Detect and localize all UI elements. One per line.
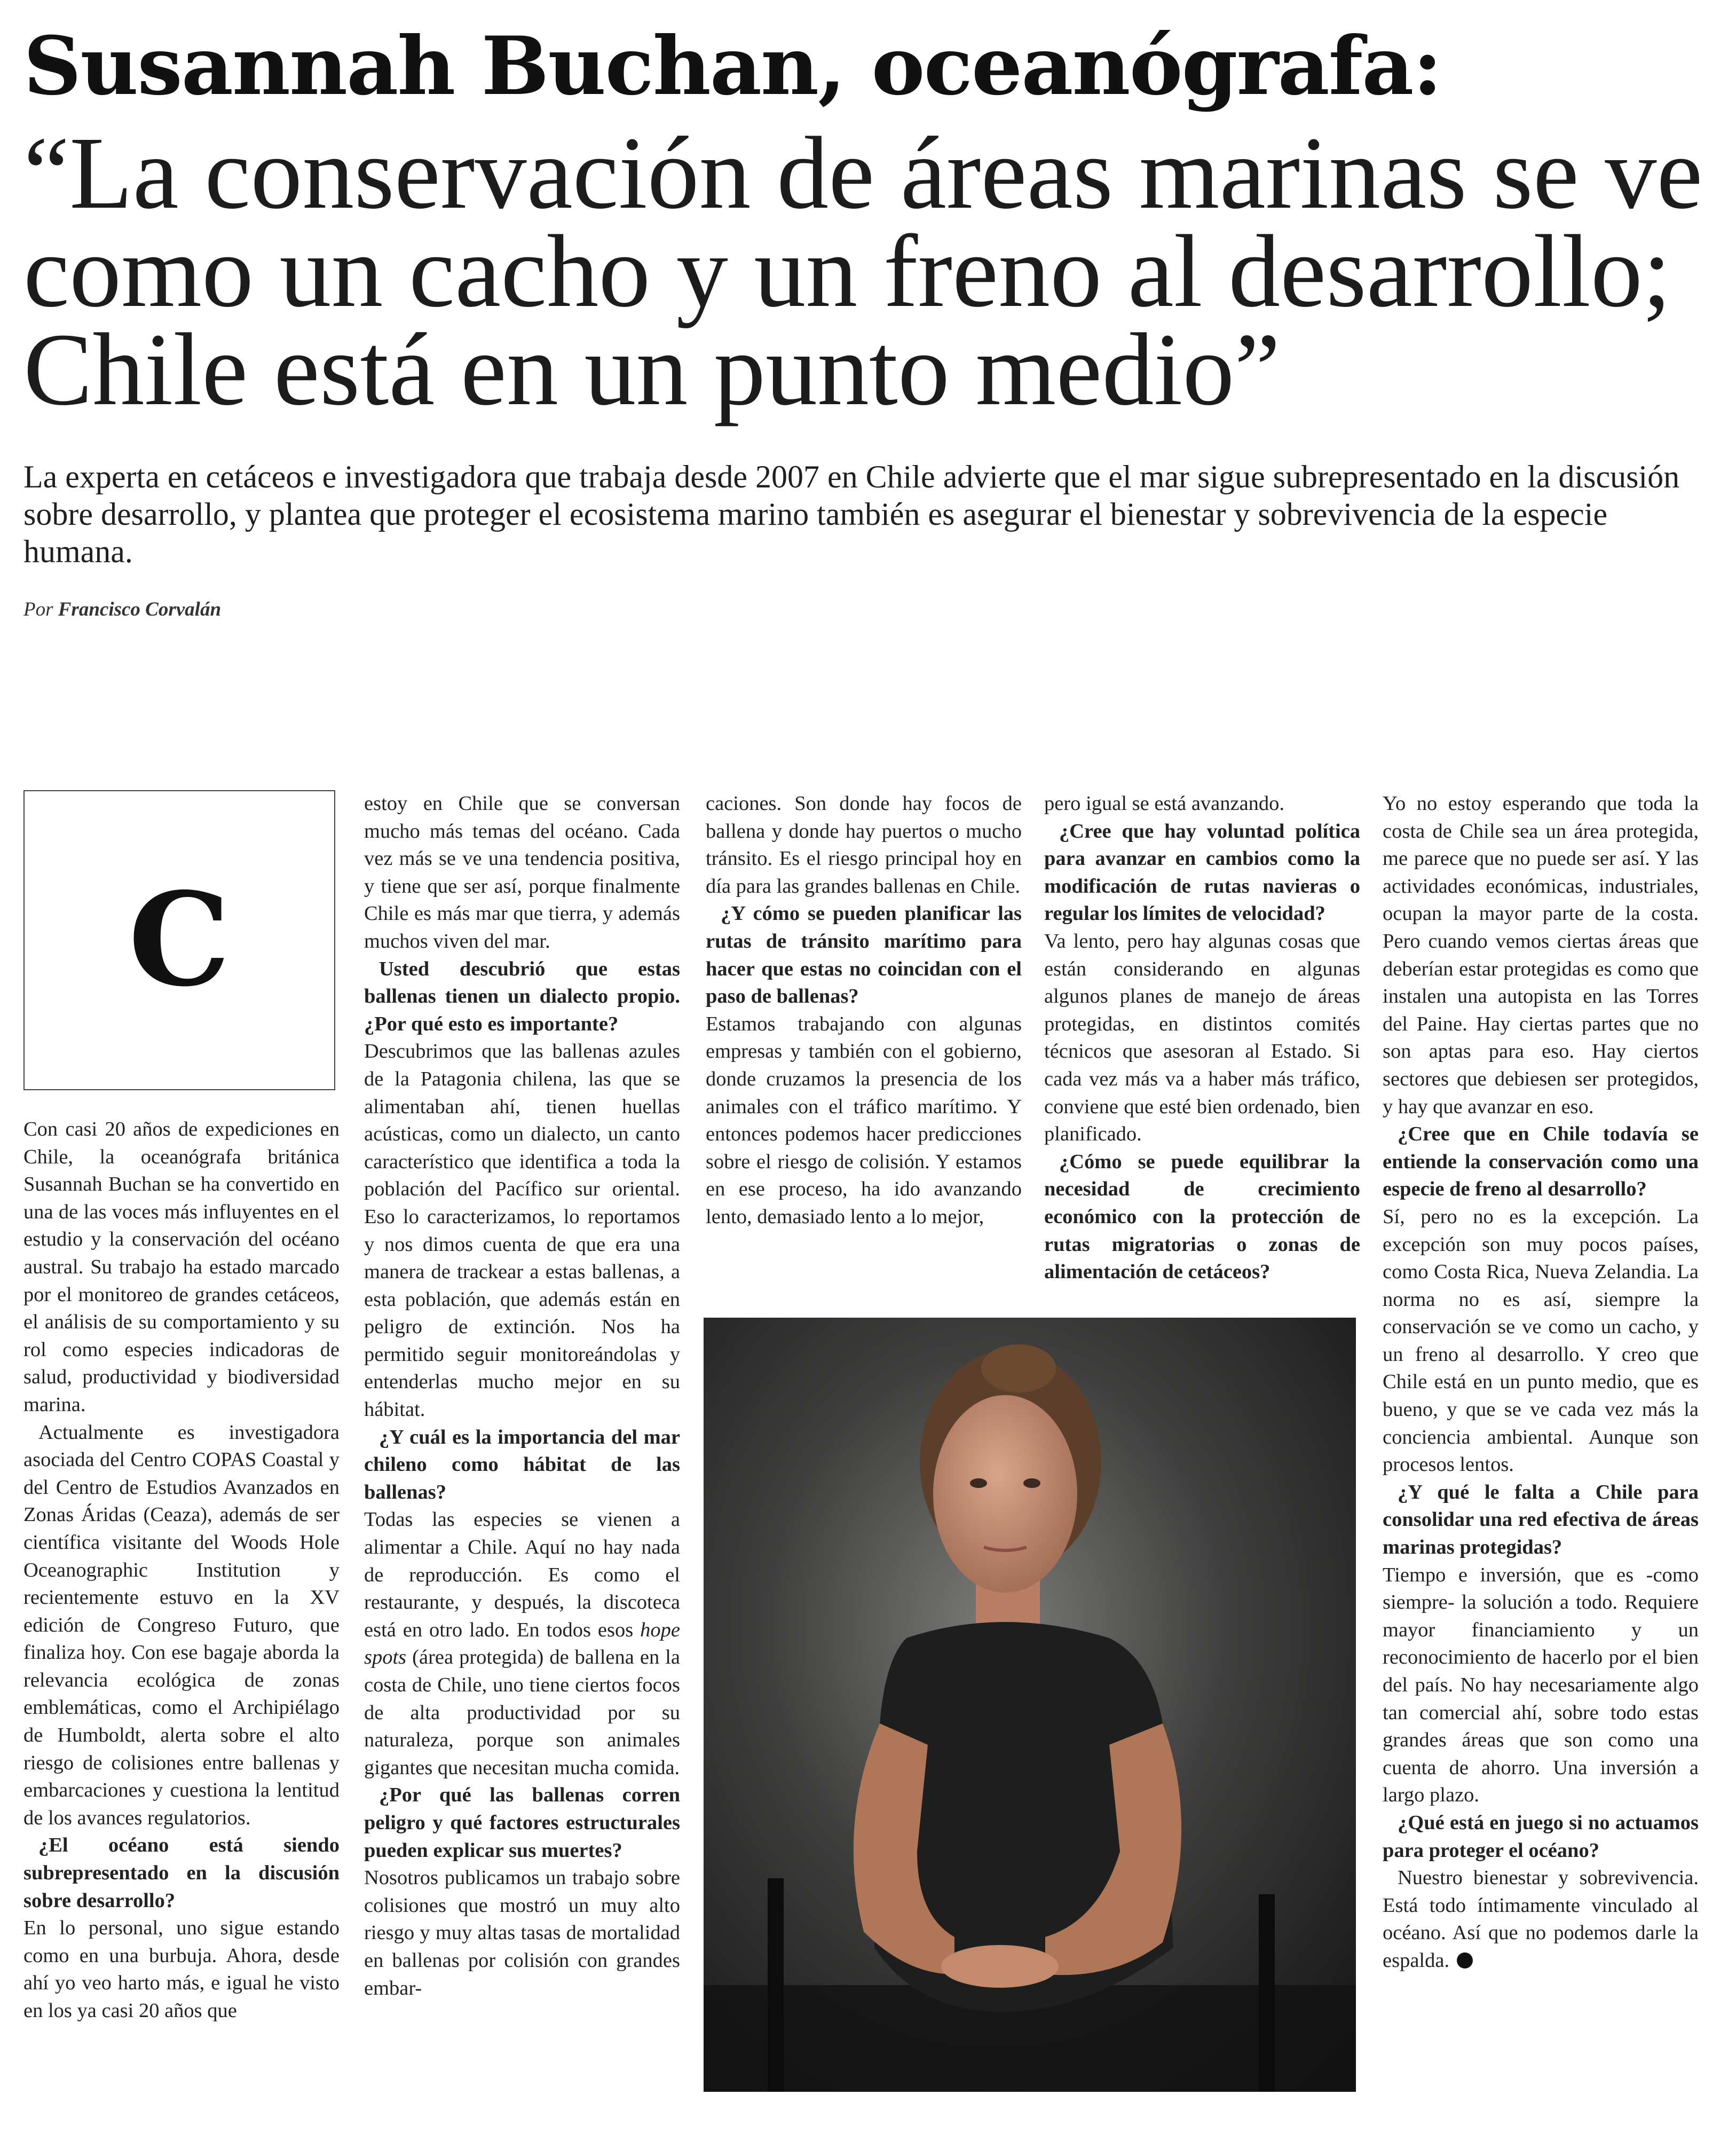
- body-paragraph: Actualmente es investigadora asociada del Centro COPAS Coastal y del Centro de Estudios Avanzados en Zonas Áridas (Ceaza), además de ser científica visitante del Woods Hole Oceanographic Institution y recientemente estuvo en la XV edición de Congreso Futuro, que finaliza hoy. Con ese bagaje aborda la relevancia ecológica de zonas emblemáticas, como el Archipiélago de Humboldt, alerta sobre el alto riesgo de colisiones entre ballenas y embarcaciones y cuestiona la lentitud de los avances regulatorios.: [23, 1421, 340, 1829]
- interview-answer: Sí, pero no es la excepción. La excepción son muy pocos países, como Costa Rica, Nueva Zelandia. La norma no es así, siempre la conservación se ve como un cacho, y un freno al desarrollo. Y creo que Chile está en un punto medio, que es bueno, y que se ve cada vez más la conciencia ambiental. Aunque son procesos lentos.: [1383, 1205, 1699, 1476]
- interview-question: ¿Cree que hay voluntad política para avanzar en cambios como la modificación de rutas navieras o regular los límites de velocidad?: [1044, 820, 1360, 925]
- headline: Susannah Buchan, oceanógrafa:: [23, 19, 1441, 113]
- interview-question: ¿Y qué le falta a Chile para consolidar una red efectiva de áreas marinas protegidas?: [1383, 1480, 1699, 1559]
- interview-answer: Nosotros publicamos un trabajo sobre colisiones que mostró un muy alto riesgo y muy altas tasas de mortalidad en ballenas por colisión con grandes embar-: [364, 1867, 680, 1999]
- interview-question: ¿Y cómo se pueden planificar las rutas de tránsito marítimo para hacer que estas no coincidan con el paso de ballenas?: [706, 902, 1022, 1008]
- article-column-5: [1383, 790, 1699, 1975]
- quote-line: “La conservación de áreas marinas se ve: [23, 115, 1703, 230]
- interview-answer: caciones. Son donde hay focos de ballena y donde hay puertos o mucho tránsito. Es el riesgo principal hoy en día para las grandes ballenas en Chile.: [706, 792, 1022, 897]
- interview-answer: [364, 1506, 680, 1782]
- interview-question: ¿El océano está siendo subrepresentado en la discusión sobre desarrollo?: [23, 1834, 340, 1912]
- pull-quote-title: [23, 115, 1716, 427]
- interview-answer: Va lento, pero hay algunas cosas que están considerando en algunas algunos planes de manejo de áreas protegidas, en distintos comités técnicos que asesoran al Estado. Si cada vez más va a haber más tráfico, conviene que esté bien ordenado, bien planificado.: [1044, 930, 1360, 1146]
- interview-question: ¿Qué está en juego si no actuamos para proteger el océano?: [1383, 1811, 1699, 1862]
- article-column-1: [23, 790, 340, 2025]
- article-column-4: [1044, 790, 1360, 1286]
- byline-prefix: Por: [23, 598, 53, 620]
- interview-answer: Tiempo e inversión, que es -como siempre- la solución a todo. Requiere mayor financiamiento y un reconocimiento de hacerlo por el bien del país. No hay necesariamente algo tan comercial ahí, sobre todo estas grandes áreas que son como una cuenta de ahorro. Una inversión a largo plazo.: [1383, 1563, 1699, 1807]
- byline-author: Francisco Corvalán: [58, 598, 222, 620]
- article-column-3: [706, 790, 1022, 1231]
- interview-answer: Yo no estoy esperando que toda la costa de Chile sea un área protegida, me parece que no puede ser así. Y las actividades económicas, industriales, ocupan la mayor parte de la costa. Pero cuando vemos ciertas áreas que deberían estar protegidas es como que instalen una autopista en las Torres del Paine. Hay ciertas partes que no son aptas para eso. Hay ciertos sectores que debiesen ser protegidos, y hay que avanzar en eso.: [1383, 792, 1699, 1118]
- interview-answer: Estamos trabajando con algunas empresas y también con el gobierno, donde cruzamos la presencia de los animales con el tráfico marítimo. Y entonces podemos hacer predicciones sobre el riesgo de colisión. Y estamos en ese proceso, ha ido avanzando lento, demasiado lento a lo mejor,: [706, 1012, 1022, 1228]
- dropcap-letter: C: [128, 864, 231, 1015]
- interview-answer: estoy en Chile que se conversan mucho más temas del océano. Cada vez más se ve una tendencia positiva, y tiene que ser así, porque finalmente Chile es más mar que tierra, y además muchos viven del mar.: [364, 792, 680, 952]
- answer-text: Nuestro bienestar y sobrevivencia. Está todo íntimamente vinculado al océano. Así que no podemos darle la espalda.: [1383, 1867, 1699, 1972]
- answer-text: Todas las especies se vienen a alimentar a Chile. Aquí no hay nada de reproducción. Es como el restaurante, y después, la discoteca está en otro lado. En todos esos: [364, 1508, 680, 1641]
- portrait-photo: [704, 1318, 1356, 2092]
- dropcap-box: [23, 790, 335, 1090]
- interview-answer: pero igual se está avanzando.: [1044, 792, 1285, 815]
- interview-answer: En lo personal, uno sigue estando como en una burbuja. Ahora, desde ahí yo veo harto más, e igual he visto en los ya casi 20 años que: [23, 1917, 340, 2022]
- end-of-article-icon: [1457, 1952, 1473, 1968]
- answer-text: (área protegida) de ballena en la costa de Chile, uno tiene ciertos focos de alta productividad por su naturaleza, porque son animales gigantes que necesitan mucha comida.: [364, 1646, 680, 1779]
- byline: [23, 598, 221, 621]
- interview-answer: Descubrimos que las ballenas azules de la Patagonia chilena, las que se alimentaban ahí, tienen huellas acústicas, como un dialecto, un canto característico que identifica a toda la población del Pacífico sur oriental. Eso lo caracterizamos, lo reportamos y nos dimos cuenta de que era una manera de trackear a estas ballenas, a esta población, que además están en peligro de extinción. Nos ha permitido seguir monitoreándolas y entenderlas mucho mejor en su hábitat.: [364, 1040, 680, 1421]
- lead-paragraph: La experta en cetáceos e investigadora que trabaja desde 2007 en Chile advierte que el mar sigue subrepresentado en la discusión sobre desarrollo, y plantea que proteger el ecosistema marino también es asegurar el bienestar y sobrevivencia de la especie humana.: [23, 459, 1680, 569]
- interview-question: Usted descubrió que estas ballenas tienen un dialecto propio. ¿Por qué esto es importante?: [364, 957, 680, 1035]
- interview-question: ¿Cree que en Chile todavía se entiende la conservación como una especie de freno al desarrollo?: [1383, 1123, 1699, 1201]
- interview-question: ¿Y cuál es la importancia del mar chileno como hábitat de las ballenas?: [364, 1426, 680, 1503]
- answer-italic-term: hope spots: [364, 1618, 680, 1669]
- interview-question: ¿Cómo se puede equilibrar la necesidad de crecimiento económico con la protección de rutas migratorias o zonas de alimentación de cetáceos?: [1044, 1150, 1360, 1283]
- body-paragraph: Con casi 20 años de expediciones en Chile, la oceanógrafa británica Susannah Buchan se ha convertido en una de las voces más influyentes en el estudio y la conservación del océano austral. Su trabajo ha estado marcado por el monitoreo de grandes cetáceos, el análisis de su comportamiento y su rol como especies indicadoras de salud, productividad y biodiversidad marina.: [23, 1118, 340, 1416]
- article-column-2: [364, 790, 680, 2002]
- quote-line: como un cacho y un freno al desarrollo;: [23, 214, 1671, 328]
- interview-answer: [1383, 1864, 1699, 1974]
- interview-question: ¿Por qué las ballenas corren peligro y qué factores estructurales pueden explicar sus muertes?: [364, 1784, 680, 1862]
- quote-line: Chile está en un punto medio”: [23, 312, 1281, 427]
